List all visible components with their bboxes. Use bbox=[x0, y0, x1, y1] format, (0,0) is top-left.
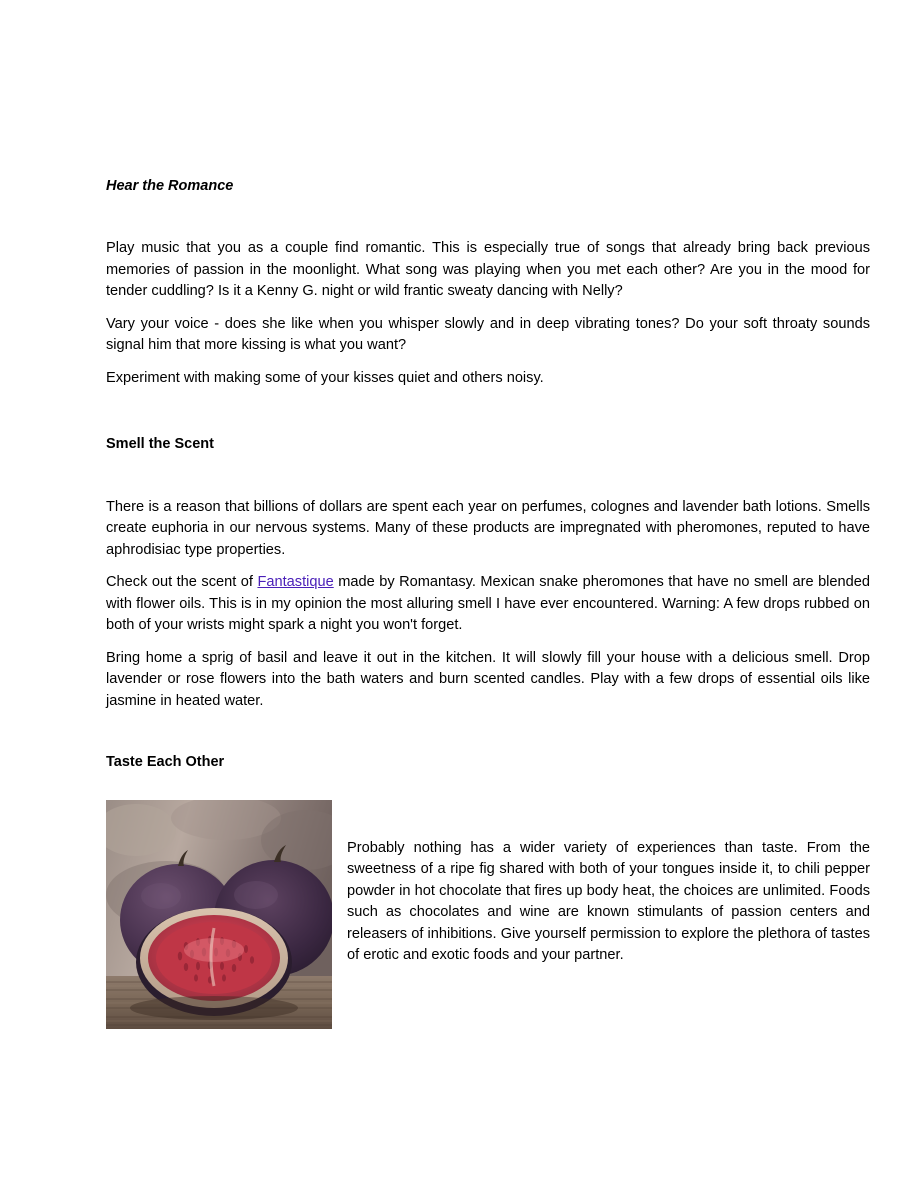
section-gap bbox=[106, 389, 870, 436]
heading-gap bbox=[106, 454, 870, 497]
paragraph-smell-2 bbox=[106, 572, 870, 637]
heading-gap bbox=[106, 195, 870, 238]
paragraph-gap bbox=[106, 637, 870, 648]
section-heading-smell-the-scent: Smell the Scent bbox=[106, 436, 214, 453]
top-margin-spacer bbox=[106, 0, 870, 178]
section-heading-hear-the-romance: Hear the Romance bbox=[106, 178, 234, 194]
paragraph-taste-1: Probably nothing has a wider variety of experiences than taste. From the sweetness of a ripe fig shared with both of your tongues inside it, to chili pepper powder in hot chocolate that fires up body heat, the choices are unlimited. Foods such as chocolates and wine are known stimulants of passion centers and releasers of inhibitions. Give yourself permission to explore the plethora of tastes of erotic and exotic foods and your partner. bbox=[347, 839, 870, 964]
section-heading-taste-each-other: Taste Each Other bbox=[106, 754, 225, 771]
taste-section-block bbox=[106, 800, 870, 1029]
paragraph-smell-1: There is a reason that billions of dollars are spent each year on perfumes, colognes and lavender bath lotions. Smells create euphoria in our nervous systems. Many of these products are impregnated with pheromones, reputed to have aphrodisiac type properties. bbox=[106, 498, 870, 558]
document-content bbox=[106, 0, 870, 1029]
paragraph-gap bbox=[106, 357, 870, 368]
paragraph-gap bbox=[106, 303, 870, 314]
paragraph-gap bbox=[106, 561, 870, 572]
fig-photo-graphic bbox=[106, 800, 332, 1029]
paragraph-hear-2: Vary your voice - does she like when you whisper slowly and in deep vibrating tones? Do your soft throaty sounds signal him that more kissing is what you want? bbox=[106, 315, 870, 354]
paragraph-smell-2-before: Check out the scent of bbox=[106, 574, 258, 591]
halved-fig-photo bbox=[106, 800, 332, 1029]
paragraph-hear-1: Play music that you as a couple find romantic. This is especially true of songs that already bring back previous memories of passion in the moonlight. What song was playing when you met each other? Are you in the mood for tender cuddling? Is it a Kenny G. night or wild frantic sweaty dancing with Nelly? bbox=[106, 240, 870, 300]
paragraph-hear-3: Experiment with making some of your kisses quiet and others noisy. bbox=[106, 369, 544, 386]
section-gap bbox=[106, 712, 870, 754]
fantastique-link[interactable]: Fantastique bbox=[257, 574, 334, 591]
paragraph-smell-3: Bring home a sprig of basil and leave it out in the kitchen. It will slowly fill your house with a delicious smell. Drop lavender or rose flowers into the bath waters and burn scented candles. Play with a few drops of essential oils like jasmine in heated water. bbox=[106, 649, 870, 709]
paragraph-smell-2-after: made by Romantasy. Mexican snake pheromones that have no smell are blended with flower oils. This is in my opinion the most alluring smell I have ever encountered. Warning: A few drops rubbed on both of your wrists might spark a night you won't forget. bbox=[106, 574, 871, 634]
